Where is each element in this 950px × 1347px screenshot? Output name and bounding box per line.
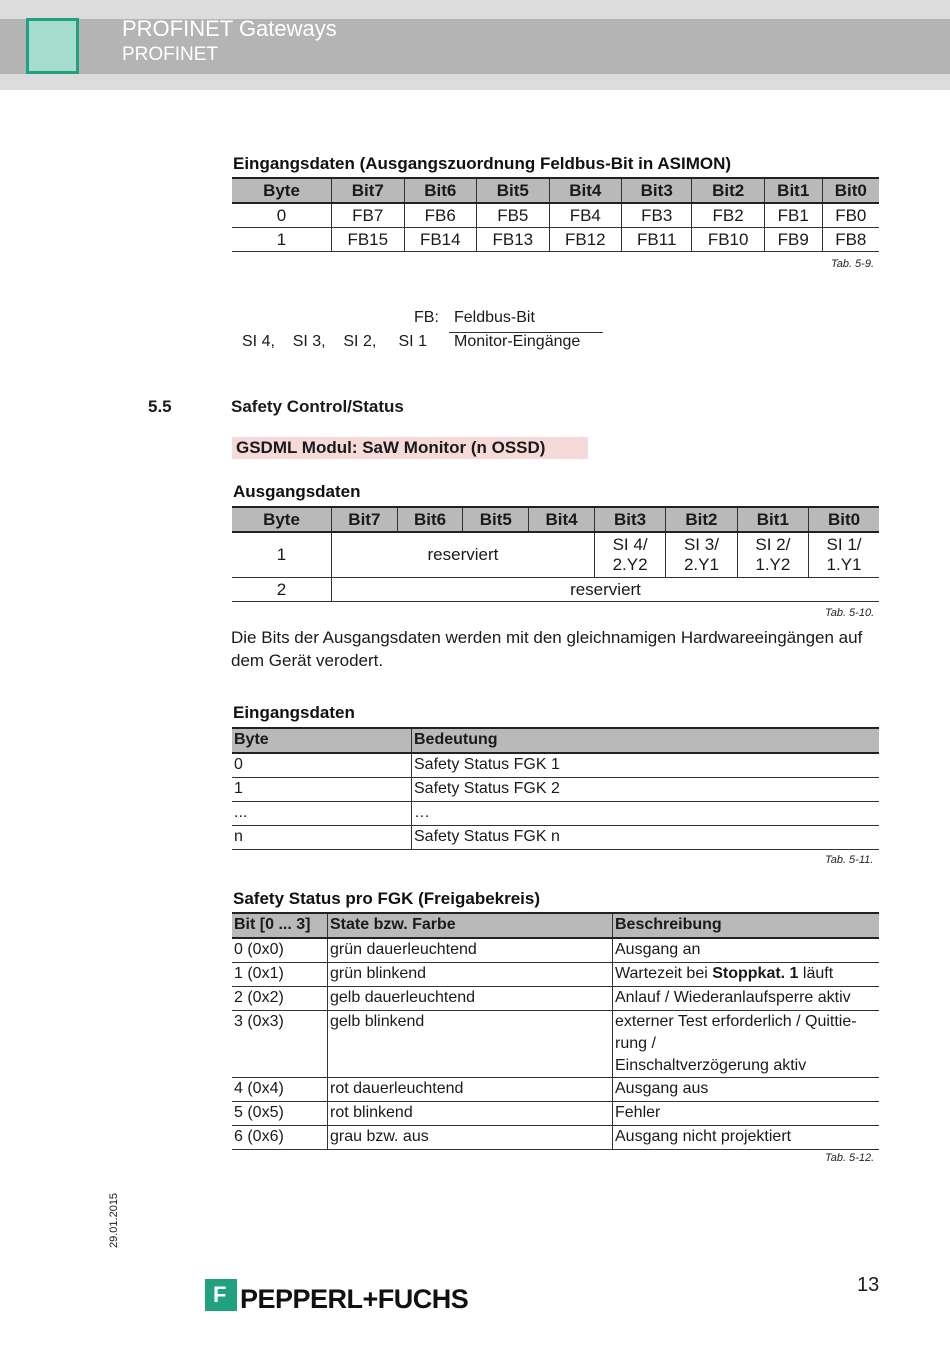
table4-cell-bit: 3 (0x3) [232, 1011, 328, 1078]
table3-header: Byte [232, 728, 412, 753]
table4-cell-desc: Ausgang aus [613, 1078, 880, 1102]
table1-cell: FB2 [692, 203, 765, 228]
header-logo-square [26, 18, 79, 74]
table1-cell: FB14 [404, 228, 477, 252]
body-paragraph: Die Bits der Ausgangsdaten werden mit den gleichnamigen Hardwareeingängen auf dem Gerät verodert. [231, 628, 863, 670]
table1-header: Bit0 [822, 178, 879, 203]
table3 [232, 727, 879, 850]
table-row [232, 826, 879, 850]
table4-cell-state: gelb blinkend [328, 1011, 613, 1078]
table2-header-row [232, 507, 879, 532]
table1-header: Byte [232, 178, 332, 203]
table1-cell: 1 [232, 228, 332, 252]
table-row [232, 578, 879, 602]
table4-cell-desc: Fehler [613, 1102, 880, 1126]
table4-cell-bit: 0 (0x0) [232, 938, 328, 963]
table4-cell-state: grün dauerleuchtend [328, 938, 613, 963]
header-title: PROFINET Gateways [122, 16, 337, 41]
table1-header: Bit4 [549, 178, 622, 203]
bit-line: 2.Y1 [683, 555, 719, 574]
table2-header: Bit6 [397, 507, 463, 532]
brand-name: PEPPERL+FUCHS [240, 1284, 469, 1314]
table-row [232, 203, 879, 228]
table2-cell-reserved: reserviert [332, 532, 595, 578]
bit-line: SI 3/ [683, 535, 719, 554]
table4-cell-desc: Ausgang an [613, 938, 880, 963]
table4-header: State bzw. Farbe [328, 913, 613, 938]
table1-caption: Eingangsdaten (Ausgangszuordnung Feldbus-Bit in ASIMON) [233, 154, 732, 173]
table2-cell-bit1 [737, 532, 808, 578]
table1-cell: FB3 [622, 203, 692, 228]
table-row [232, 1102, 879, 1126]
table4-header-row [232, 913, 879, 938]
table2 [232, 506, 879, 602]
table4-cell-state: rot blinkend [328, 1102, 613, 1126]
bit-line: SI 1/ [826, 535, 862, 554]
table1-cell: FB4 [549, 203, 622, 228]
table1-cell: FB11 [622, 228, 692, 252]
table1-cell: FB13 [477, 228, 550, 252]
table3-cell: Safety Status FGK n [412, 826, 880, 850]
table2-cell-bit0 [809, 532, 879, 578]
table4-cell-desc: Anlauf / Wiederanlaufsperre aktiv [613, 987, 880, 1011]
table2-header: Bit5 [463, 507, 529, 532]
table1-cell: FB7 [332, 203, 405, 228]
table2-header: Bit4 [529, 507, 595, 532]
table-row [232, 963, 879, 987]
table-row [232, 987, 879, 1011]
table3-header: Bedeutung [412, 728, 880, 753]
legend-key-fb: FB: [414, 309, 439, 326]
table2-header: Bit0 [809, 507, 879, 532]
desc-text: läuft [798, 965, 834, 982]
footer-date: 29.01.2015 [108, 1192, 120, 1248]
table3-cell: ... [232, 802, 412, 826]
section-title: Safety Control/Status [231, 397, 404, 416]
table1-header: Bit5 [477, 178, 550, 203]
table2-cell-reserved: reserviert [332, 578, 880, 602]
table4-cell-bit: 1 (0x1) [232, 963, 328, 987]
bit-line: 1.Y1 [826, 555, 862, 574]
bit-line: 2.Y2 [612, 555, 648, 574]
module-label: GSDML Modul: SaW Monitor (n OSSD) [232, 437, 588, 459]
table2-header: Byte [232, 507, 332, 532]
table-row [232, 802, 879, 826]
table1-header: Bit3 [622, 178, 692, 203]
legend-value-fb: Feldbus-Bit [454, 309, 535, 326]
table1-cell: 0 [232, 203, 332, 228]
pepperl-fuchs-logo-icon [205, 1279, 237, 1311]
table4 [232, 912, 879, 1150]
table1-cell: FB15 [332, 228, 405, 252]
page-number: 13 [857, 1274, 880, 1296]
table4-cell-state: grün blinkend [328, 963, 613, 987]
table3-cell: Safety Status FGK 1 [412, 753, 880, 778]
table4-cell-state: gelb dauerleuchtend [328, 987, 613, 1011]
table1-cell: FB1 [764, 203, 822, 228]
table3-cell: … [412, 802, 880, 826]
desc-line: rung / [615, 1035, 656, 1052]
table-row [232, 753, 879, 778]
table-row [232, 1078, 879, 1102]
table3-cell: 1 [232, 778, 412, 802]
desc-line: Einschaltverzögerung aktiv [615, 1057, 807, 1074]
bit-line: SI 4/ [612, 535, 648, 554]
table2-cell-bit3 [594, 532, 665, 578]
table2-header: Bit2 [666, 507, 737, 532]
bit-line: SI 2/ [755, 535, 791, 554]
table1-cell: FB6 [404, 203, 477, 228]
table3-caption: Eingangsdaten [233, 703, 355, 722]
table-row [232, 1011, 879, 1078]
desc-line: externer Test erforderlich / Quittie- [615, 1013, 857, 1030]
table2-header: Bit7 [332, 507, 398, 532]
table4-caption: Safety Status pro FGK (Freigabekreis) [233, 889, 541, 908]
legend-value-si: Monitor-Eingänge [454, 333, 581, 350]
table4-cell-desc [613, 963, 880, 987]
bit-line: 1.Y2 [755, 555, 791, 574]
table2-cell: 2 [232, 578, 332, 602]
table1-cell: FB12 [549, 228, 622, 252]
table-row [232, 938, 879, 963]
table2-header: Bit1 [737, 507, 808, 532]
table1-header: Bit2 [692, 178, 765, 203]
table-row [232, 778, 879, 802]
table-row [232, 1126, 879, 1150]
table2-caption: Ausgangsdaten [233, 482, 361, 501]
table3-cell: Safety Status FGK 2 [412, 778, 880, 802]
table2-cell: 1 [232, 532, 332, 578]
table4-header: Bit [0 ... 3] [232, 913, 328, 938]
desc-bold-text: Stoppkat. 1 [712, 965, 799, 982]
logo-glyph: F [213, 1282, 227, 1307]
desc-text: Wartezeit bei [615, 965, 713, 982]
table4-header: Beschreibung [613, 913, 880, 938]
table1-header: Bit7 [332, 178, 405, 203]
table4-cell-state: rot dauerleuchtend [328, 1078, 613, 1102]
table-row [232, 228, 879, 252]
table3-header-row [232, 728, 879, 753]
table1-cell: FB8 [822, 228, 879, 252]
table-row [232, 532, 879, 578]
table4-ref: Tab. 5-12. [825, 1152, 875, 1164]
table4-cell-desc: Ausgang nicht projektiert [613, 1126, 880, 1150]
section-number: 5.5 [148, 397, 172, 416]
table2-cell-bit2 [666, 532, 737, 578]
table1-header: Bit1 [764, 178, 822, 203]
table4-cell-bit: 2 (0x2) [232, 987, 328, 1011]
table4-cell-desc [613, 1011, 880, 1078]
table1-cell: FB9 [764, 228, 822, 252]
table1-cell: FB0 [822, 203, 879, 228]
table3-cell: n [232, 826, 412, 850]
table1-cell: FB5 [477, 203, 550, 228]
table4-cell-bit: 4 (0x4) [232, 1078, 328, 1102]
header-subtitle: PROFINET [122, 44, 219, 65]
table4-cell-bit: 6 (0x6) [232, 1126, 328, 1150]
table1-ref: Tab. 5-9. [831, 258, 875, 270]
legend-key-si: SI 4, SI 3, SI 2, SI 1 [242, 333, 427, 350]
table4-cell-bit: 5 (0x5) [232, 1102, 328, 1126]
table1-header: Bit6 [404, 178, 477, 203]
table2-header: Bit3 [594, 507, 665, 532]
table1 [232, 177, 879, 252]
table3-cell: 0 [232, 753, 412, 778]
table1-cell: FB10 [692, 228, 765, 252]
table3-ref: Tab. 5-11. [825, 854, 874, 866]
table4-cell-state: grau bzw. aus [328, 1126, 613, 1150]
table2-ref: Tab. 5-10. [825, 607, 875, 619]
table1-header-row [232, 178, 879, 203]
